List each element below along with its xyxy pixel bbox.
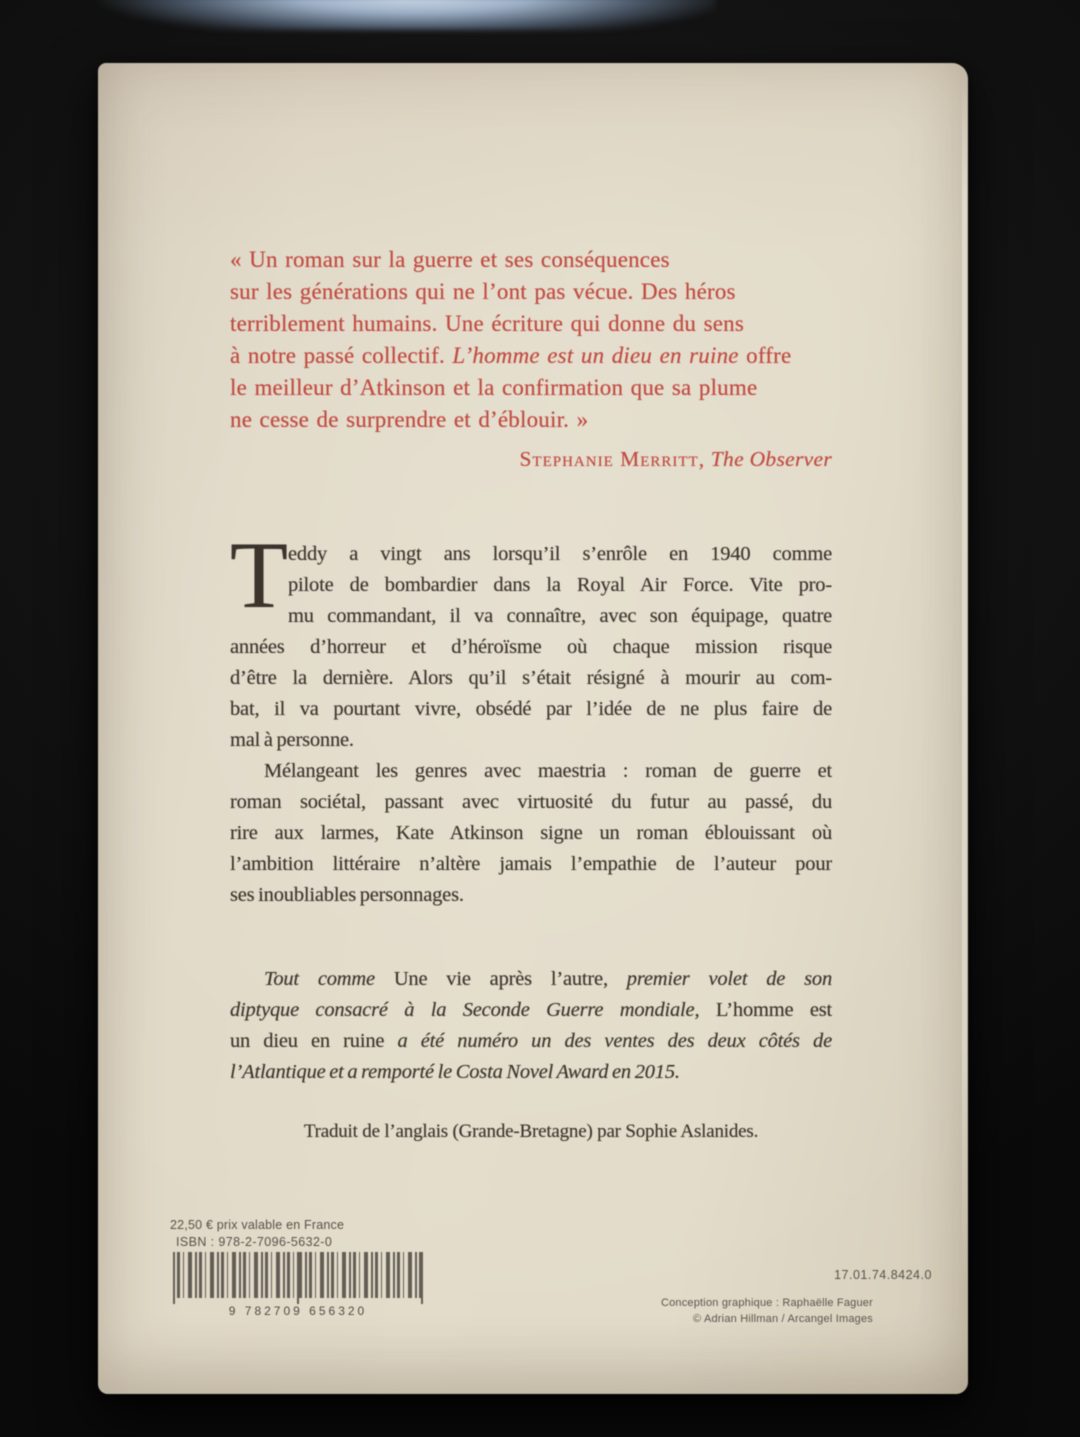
barcode-digits: 9 782709 656320 (228, 1304, 368, 1318)
awards-line (230, 1026, 832, 1057)
text-segment: Une vie après l’autre, (393, 968, 608, 990)
quote-line (230, 404, 832, 436)
text-segment: à notre passé collectif. (230, 343, 453, 368)
text-segment: « Un roman sur la guerre et ses conséquences (230, 247, 670, 272)
body-line: années d’horreur et d’héroïsme où chaque mission risque (230, 636, 832, 658)
price-note: 22,50 € prix valable en France (170, 1218, 345, 1232)
translator-credit: Traduit de l’anglais (Grande-Bretagne) par Sophie Aslanides. (303, 1121, 759, 1142)
text-segment: Tout comme (264, 968, 394, 990)
synopsis-paragraph-2 (230, 756, 832, 911)
text-segment: terriblement humains. Une écriture qui donne du sens (230, 311, 744, 336)
text-column (230, 244, 832, 1143)
quote-line (230, 276, 832, 308)
review-quote (230, 244, 832, 436)
body-line: Mélangeant les genres avec maestria : roman de guerre et (264, 760, 832, 782)
awards-paragraph (230, 964, 832, 1088)
body-line: mu commandant, il va connaître, avec son équipage, quatre (288, 605, 832, 627)
text-segment: sur les générations qui ne l’ont pas vécue. Des héros (230, 279, 736, 304)
body-line: bat, il va pourtant vivre, obsédé par l’idée de ne plus faire de (230, 698, 832, 720)
awards-line (230, 1057, 832, 1088)
design-credit: Conception graphique : Raphaëlle Faguer (660, 1297, 873, 1309)
body-line: rire aux larmes, Kate Atkinson signe un roman éblouissant où (230, 822, 832, 844)
text-segment: Stephanie Merritt, (519, 447, 706, 471)
body-line: roman sociétal, passant avec virtuosité du futur au passé, du (230, 791, 832, 813)
isbn-number: ISBN : 978-2-7096-5632-0 (176, 1235, 333, 1249)
quote-line (230, 372, 832, 404)
text-segment: L’homme est (699, 999, 832, 1021)
body-line: pilote de bombardier dans la Royal Air Force. Vite pro- (288, 574, 832, 596)
text-segment: premier volet de son (607, 968, 832, 990)
text-segment: l’Atlantique et a remporté le Costa Novel Award en 2015. (230, 1061, 680, 1083)
text-segment: ne cesse de surprendre et d’éblouir. » (230, 407, 589, 432)
text-segment: The Observer (705, 447, 832, 471)
quote-attribution (230, 447, 832, 472)
drop-cap: T (230, 522, 288, 628)
text-segment: un dieu en ruine (230, 1030, 398, 1052)
awards-line (230, 995, 832, 1026)
body-line: mal à personne. (230, 729, 354, 751)
quote-line (230, 244, 832, 276)
body-line: l’ambition littéraire n’altère jamais l’empathie de l’auteur pour (230, 853, 832, 875)
quote-line (230, 308, 832, 340)
awards-line (230, 964, 832, 995)
text-segment: diptyque consacré à la Seconde Guerre mondiale, (230, 999, 700, 1021)
print-code: 17.01.74.8424.0 (834, 1268, 932, 1282)
text-segment: a été numéro un des ventes des deux côtés de (397, 1030, 832, 1052)
quote-line (230, 340, 832, 372)
barcode (173, 1252, 423, 1318)
photo-credit: © Adrian Hillman / Arcangel Images (693, 1313, 873, 1325)
body-line: eddy a vingt ans lorsqu’il s’enrôle en 1940 comme (288, 543, 832, 565)
text-segment: offre (738, 343, 792, 368)
body-line: d’être la dernière. Alors qu’il s’était résigné à mourir au com- (230, 667, 832, 689)
top-reflection-highlight (86, 0, 716, 30)
book-back-cover (98, 63, 968, 1394)
text-segment: le meilleur d’Atkinson et la confirmation que sa plume (230, 375, 758, 400)
barcode-bars (173, 1252, 423, 1304)
text-segment: L’homme est un dieu en ruine (452, 343, 739, 368)
body-line: ses inoubliables personnages. (230, 884, 464, 906)
synopsis-paragraph-1 (230, 522, 832, 756)
